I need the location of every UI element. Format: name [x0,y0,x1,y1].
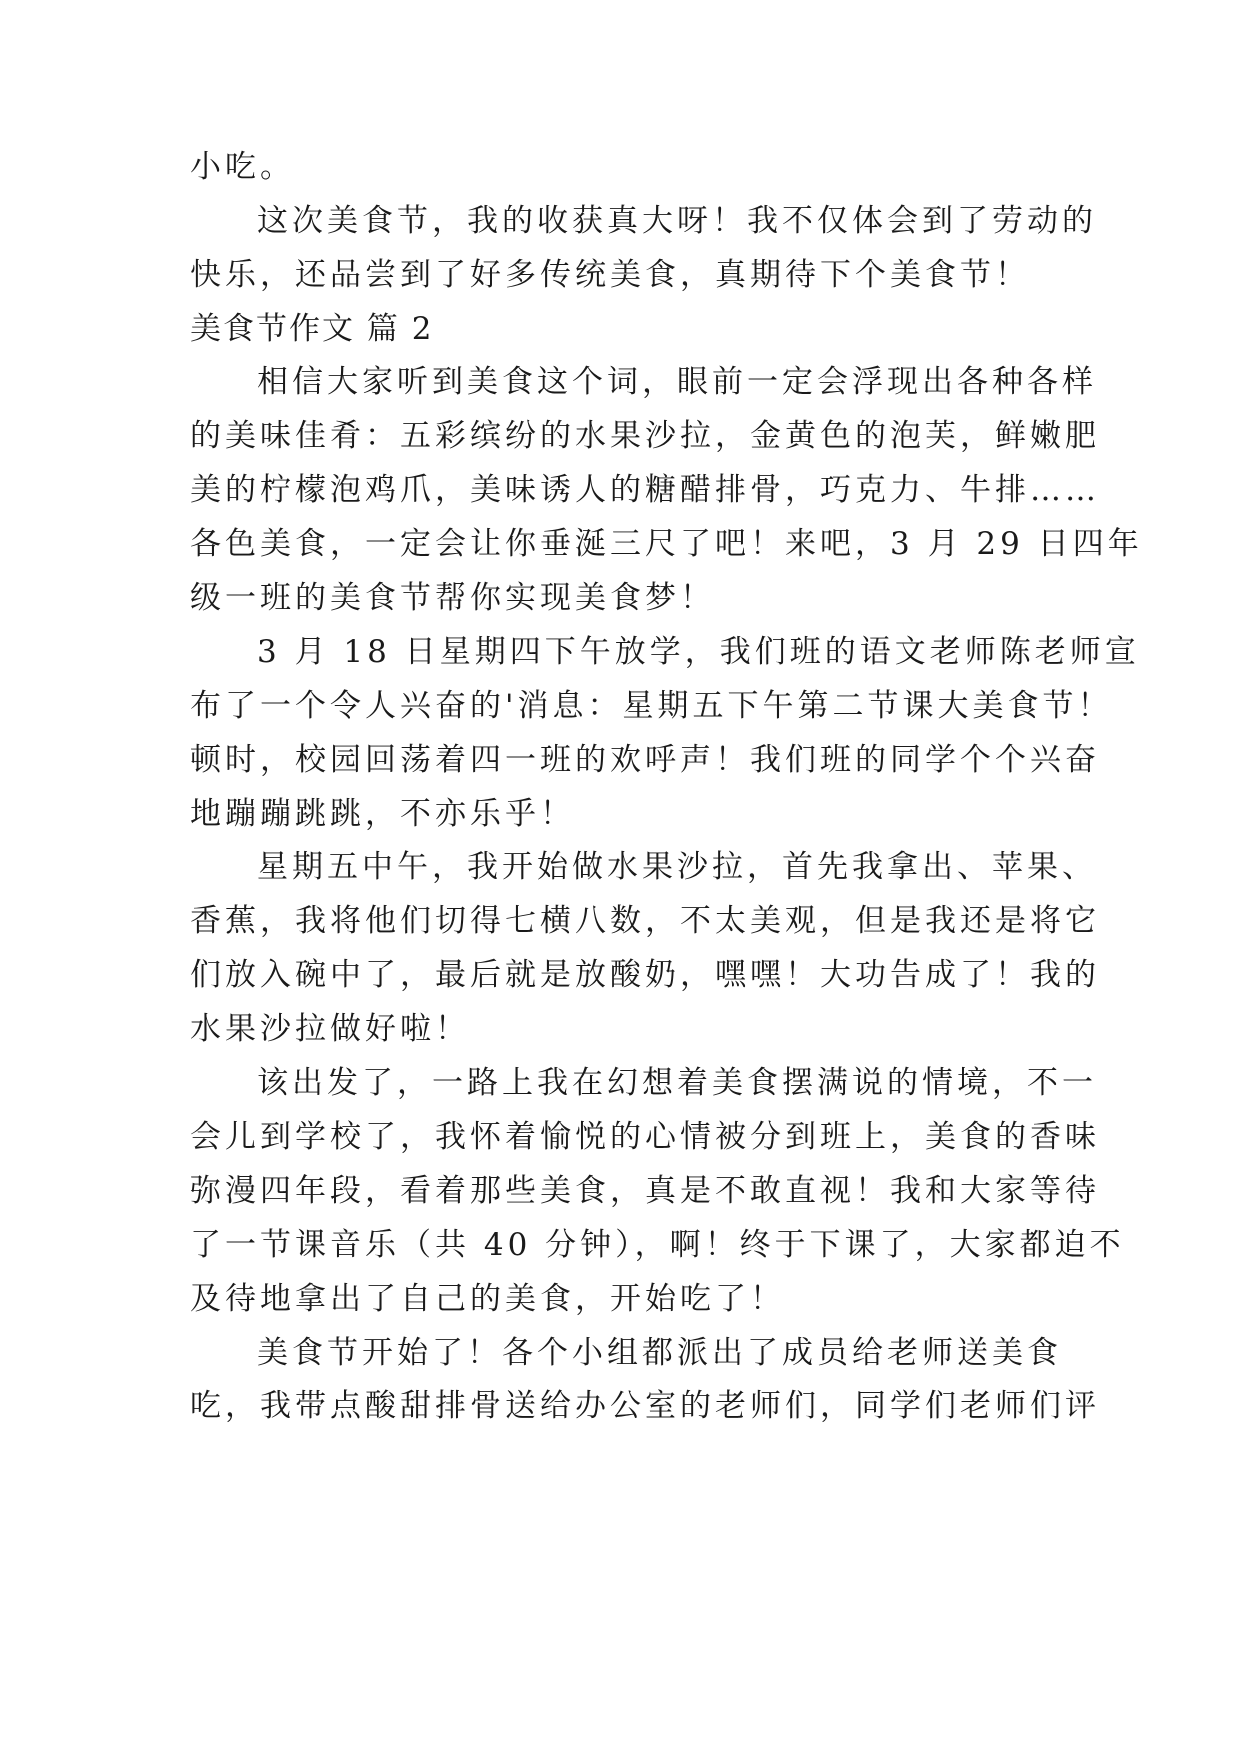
text-line: 弥漫四年段，看着那些美食，真是不敢直视！我和大家等待 [190,1173,1100,1209]
text-line: 吃，我带点酸甜排骨送给办公室的老师们，同学们老师们评 [190,1388,1100,1424]
paragraph-first-line: 星期五中午，我开始做水果沙拉，首先我拿出、苹果、 [257,849,1097,885]
text-line: 顿时，校园回荡着四一班的欢呼声！我们班的同学个个兴奋 [190,742,1100,778]
text-line: 水果沙拉做好啦！ [190,1011,470,1047]
text-line: 的美味佳肴：五彩缤纷的水果沙拉，金黄色的泡芙，鲜嫩肥 [190,418,1100,454]
paragraph-first-line: 该出发了，一路上我在幻想着美食摆满说的情境，不一 [257,1065,1097,1101]
text-line: 快乐，还品尝到了好多传统美食，真期待下个美食节！ [190,257,1030,293]
text-line: 小吃。 [190,149,295,185]
text-line: 布了一个令人兴奋的'消息：星期五下午第二节课大美食节！ [190,688,1113,724]
section-heading: 美食节作文 篇 2 [190,311,434,347]
text-line: 及待地拿出了自己的美食，开始吃了！ [190,1281,785,1317]
text-line: 香蕉，我将他们切得七横八数，不太美观，但是我还是将它 [190,903,1100,939]
paragraph-first-line: 美食节开始了！各个小组都派出了成员给老师送美食 [257,1335,1062,1371]
paragraph-first-line: 相信大家听到美食这个词，眼前一定会浮现出各种各样 [257,364,1097,400]
text-line: 地蹦蹦跳跳，不亦乐乎！ [190,796,575,832]
paragraph-first-line: 3 月 18 日星期四下午放学，我们班的语文老师陈老师宣 [257,634,1140,670]
text-line: 各色美食，一定会让你垂涎三尺了吧！来吧，3 月 29 日四年 [190,526,1143,562]
text-line: 了一节课音乐（共 40 分钟），啊！终于下课了，大家都迫不 [190,1227,1125,1263]
text-line: 会儿到学校了，我怀着愉悦的心情被分到班上，美食的香味 [190,1119,1100,1155]
paragraph-first-line: 这次美食节，我的收获真大呀！我不仅体会到了劳动的 [257,203,1097,239]
text-line: 们放入碗中了，最后就是放酸奶，嘿嘿！大功告成了！我的 [190,957,1100,993]
text-line: 美的柠檬泡鸡爪，美味诱人的糖醋排骨，巧克力、牛排…… [190,472,1100,508]
text-line: 级一班的美食节帮你实现美食梦！ [190,580,715,616]
